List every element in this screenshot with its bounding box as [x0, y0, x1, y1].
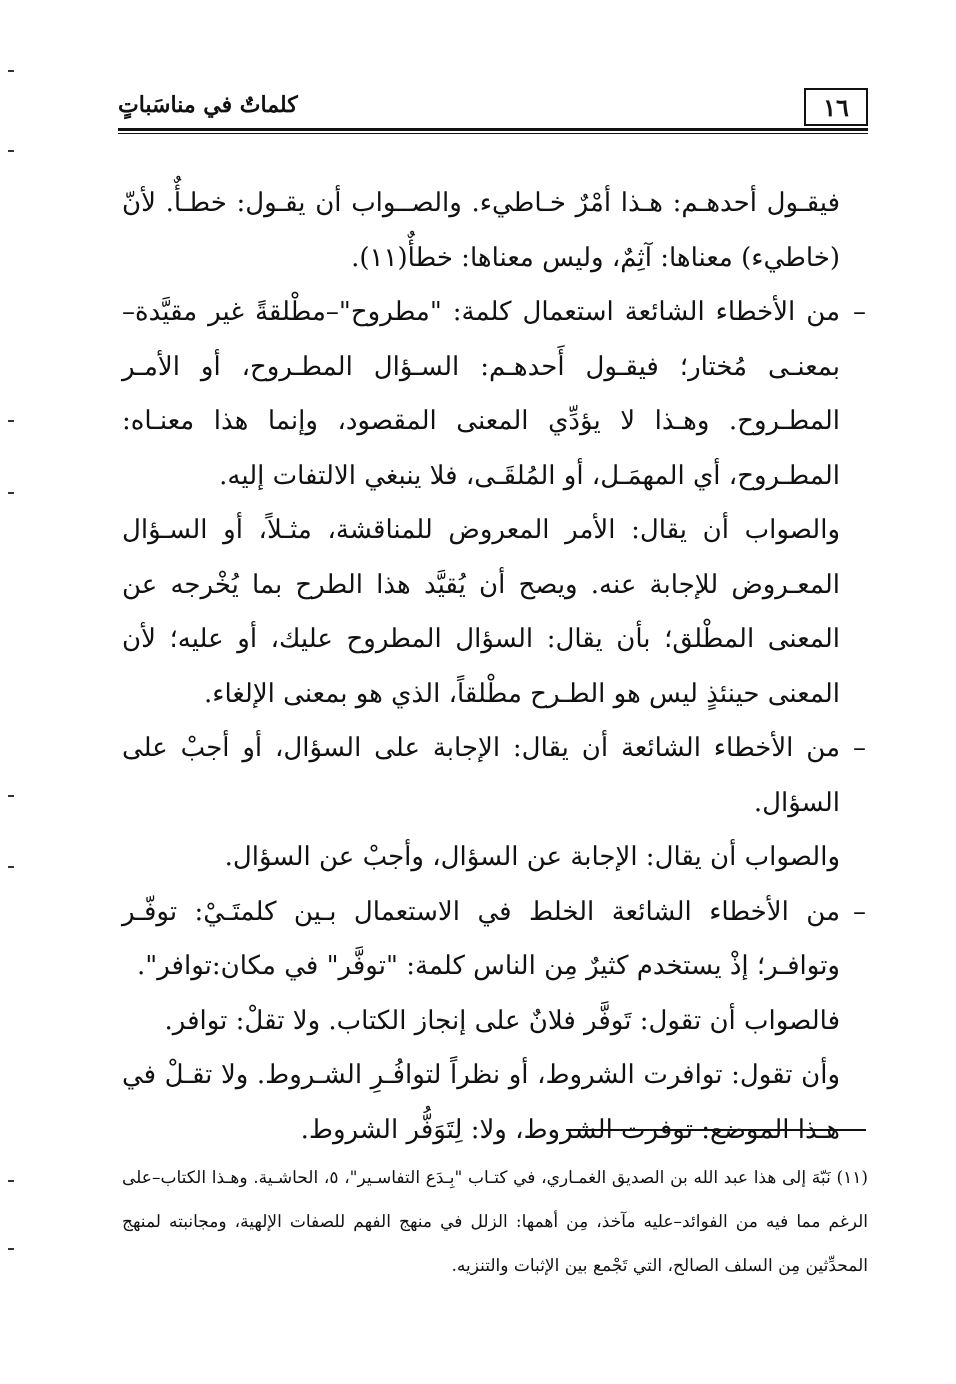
footnotes — [122, 1156, 868, 1288]
body-text — [122, 176, 840, 1157]
bullet-paragraph: – من الأخطاء الشائعة أن يقال: الإجابة على السؤال، أو أجبْ على السؤال. — [122, 721, 840, 830]
bullet-paragraph: – من الأخطاء الشائعة استعمال كلمة: "مطروح"–مطْلقةً غير مقيَّدة– بمعنـى مُختار؛ فيقـول أَحدهـم: السـؤال المطـروح، أو الأمـر المطـروح. وهـذا لا يؤدِّي المعنى المقصود، وإنما هذا معنـاه: المطـروح، أي المهمَـل، أو المُلقَـى، فلا ينبغي الالتفات إليه. — [122, 285, 840, 503]
page-header — [118, 88, 868, 132]
page-number: ١٦ — [804, 88, 868, 126]
paragraph: والصواب أن يقال: الأمر المعروض للمناقشة، مثـلاً، أو السـؤال المعـروض للإجابة عنه. ويصح أن يُقيَّد هذا الطرح بما يُخْرجه عن المعنى المطْلق؛ بأن يقال: السؤال المطروح عليك، أو عليه؛ لأن المعنى حينئذٍ ليس هو الطـرح مطْلقاً، الذي هو بمعنى الإلغاء. — [122, 515, 840, 709]
scan-mark — [8, 795, 14, 797]
scan-mark — [8, 420, 14, 422]
scan-mark — [8, 70, 14, 72]
paragraph: فالصواب أن تقول: تَوفَّر فلانٌ على إنجاز الكتاب. ولا تقلْ: توافر. — [164, 1005, 840, 1036]
paragraph: والصواب أن يقال: الإجابة عن السؤال، وأجبْ عن السؤال. — [224, 842, 840, 872]
bullet-paragraph: – من الأخطاء الشائعة الخلط في الاستعمال بـين كلمتَـيْ: توفّـر وتوافـر؛ إذْ يستخدم كثيرٌ مِن الناس كلمة: "توفَّر" في مكان:توافر". — [122, 885, 840, 994]
footnote: (١١) نَبّهَ إلى هذا عبد الله بن الصديق الغمـاري، في كتـاب "بِـدَع التفاسـير"، ٥، الحاشـية. وهـذا الكتاب–على الرغم مما فيه من الفوائد–عليه مآخذ، مِن أهمها: الزلل في منهج الفهم للصفات الإلهية، ومجانبته لمنهج المحدِّثين مِن السلف الصالح، التي تَجْمع بين الإثبات والتنزيه. — [122, 1168, 868, 1276]
running-title: كلماتٌ في مناسَباتٍ — [118, 92, 298, 118]
footnote-rule — [566, 1129, 866, 1131]
scan-mark — [8, 866, 14, 868]
paragraph: وأن تقول: توافرت الشروط، أو نظراً لتوافُـرِ الشـروط. ولا تقـلْ في هـذا الموضع: توفرت الشروط، ولا: لِتَوَفُّر الشروط. — [122, 1060, 840, 1145]
scan-mark — [8, 492, 14, 494]
scan-mark — [8, 1180, 14, 1182]
paragraph: فيقـول أحدهـم: هـذا أمْرٌ خـاطيء. والصــواب أن يقـول: خطـأٌ. لأنّ (خاطيء) معناها: آثِمٌ، وليس معناها: خطأٌ(١١). — [122, 188, 840, 273]
header-rule — [118, 128, 868, 131]
scan-mark — [8, 150, 14, 152]
header-rule-thin — [118, 133, 868, 134]
scan-mark — [8, 1248, 14, 1250]
